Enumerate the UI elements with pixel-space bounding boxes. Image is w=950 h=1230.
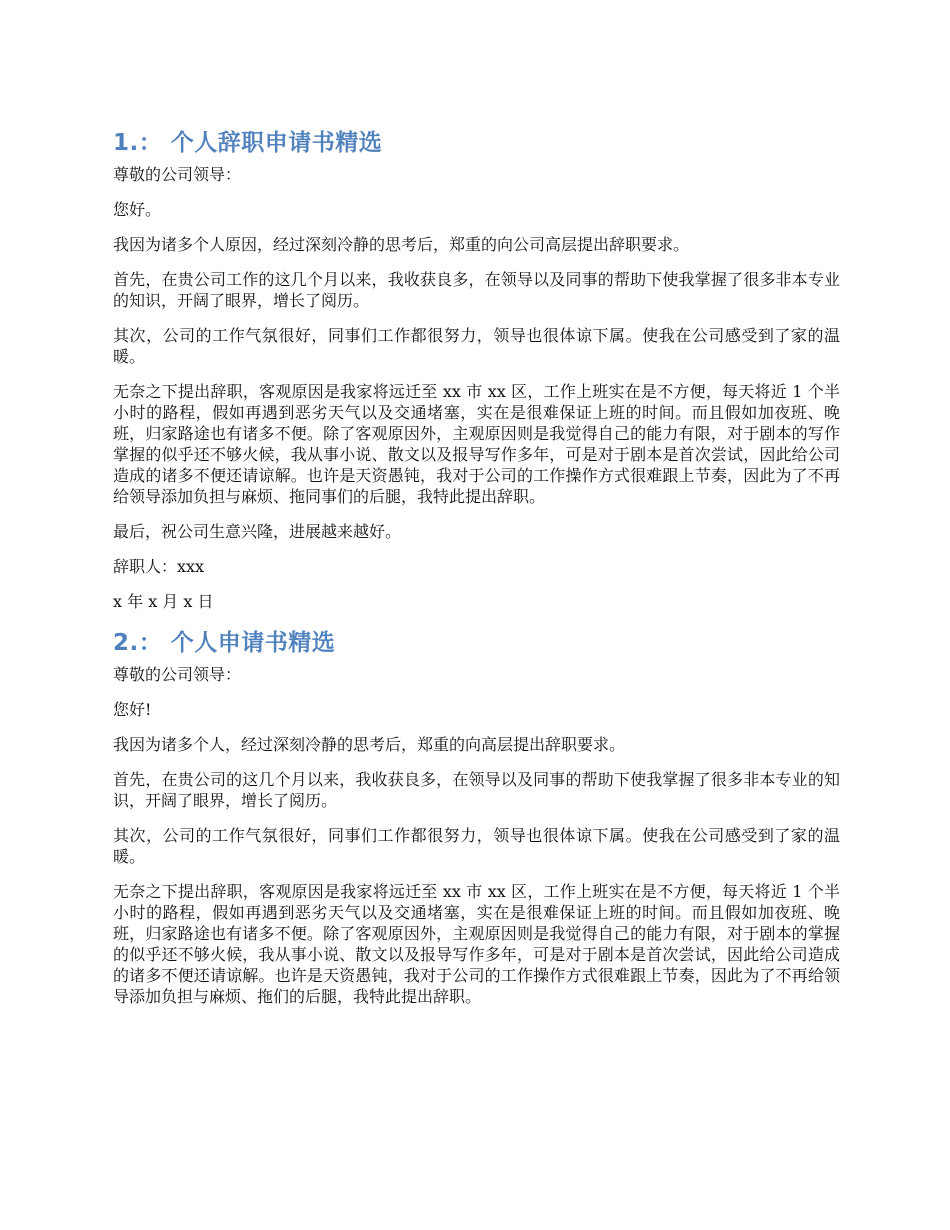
greeting: 您好! xyxy=(113,700,152,719)
signature: 辞职人：xxx xyxy=(113,557,205,576)
body-paragraph: 首先，在贵公司的这几个月以来，我收获良多，在领导以及同事的帮助下使我掌握了很多非本专业的知识，开阔了眼界，增长了阅历。 xyxy=(113,770,840,810)
body-paragraph: 其次，公司的工作气氛很好，同事们工作都很努力，领导也很体谅下属。使我在公司感受到了家的温暖。 xyxy=(113,826,840,866)
body-paragraph: 我因为诸多个人，经过深刻冷静的思考后，郑重的向高层提出辞职要求。 xyxy=(113,735,626,754)
body-paragraph: 首先，在贵公司工作的这几个月以来，我收获良多，在领导以及同事的帮助下使我掌握了很多非本专业的知识，开阔了眼界，增长了阅历。 xyxy=(113,270,840,310)
greeting: 您好。 xyxy=(113,200,162,219)
body-paragraph: 无奈之下提出辞职，客观原因是我家将远迁至 xx 市 xx 区，工作上班实在是不方便，每天将近 1 个半小时的路程，假如再遇到恶劣天气以及交通堵塞，实在是很难保证上班的时间。而且假如加夜班、晚班，归家路途也有诸多不便。除了客观原因外，主观原因则是我觉得自己的能力有限，对于剧本的写作掌握的似乎还不够火候，我从事小说、散文以及报导写作多年，可是对于剧本是首次尝试，因此给公司造成的诸多不便还请谅解。也许是天资愚钝，我对于公司的工作操作方式很难跟上节奏，因此为了不再给领导添加负担与麻烦、拖同事们的后腿，我特此提出辞职。 xyxy=(113,382,840,506)
body-paragraph: 其次，公司的工作气氛很好，同事们工作都很努力，领导也很体谅下属。使我在公司感受到了家的温暖。 xyxy=(113,326,840,366)
date-line: x 年 x 月 x 日 xyxy=(113,592,214,611)
salutation: 尊敬的公司领导： xyxy=(113,665,242,684)
section-title: 1.： 个人辞职申请书精选 xyxy=(113,130,383,156)
body-paragraph: 无奈之下提出辞职，客观原因是我家将远迁至 xx 市 xx 区，工作上班实在是不方便，每天将近 1 个半小时的路程，假如再遇到恶劣天气以及交通堵塞，实在是很难保证上班的时间。而且假如加夜班、晚班，归家路途也有诸多不便。除了客观原因外，主观原因则是我觉得自己的能力有限，对于剧本的掌握的似乎还不够火候，我从事小说、散文以及报导写作多年，可是对于剧本是首次尝试，因此给公司造成的诸多不便还请谅解。也许是天资愚钝，我对于公司的工作操作方式很难跟上节奏，因此为了不再给领导添加负担与麻烦、拖们的后腿，我特此提出辞职。 xyxy=(113,882,840,1006)
closing-wish: 最后，祝公司生意兴隆，进展越来越好。 xyxy=(113,522,402,541)
body-paragraph: 我因为诸多个人原因，经过深刻冷静的思考后，郑重的向公司高层提出辞职要求。 xyxy=(113,235,690,254)
document-page xyxy=(113,126,840,1021)
section-resignation-letter-1 xyxy=(113,126,840,612)
salutation: 尊敬的公司领导： xyxy=(113,165,242,184)
section-resignation-letter-2 xyxy=(113,626,840,1007)
section-title: 2.： 个人申请书精选 xyxy=(113,630,336,656)
